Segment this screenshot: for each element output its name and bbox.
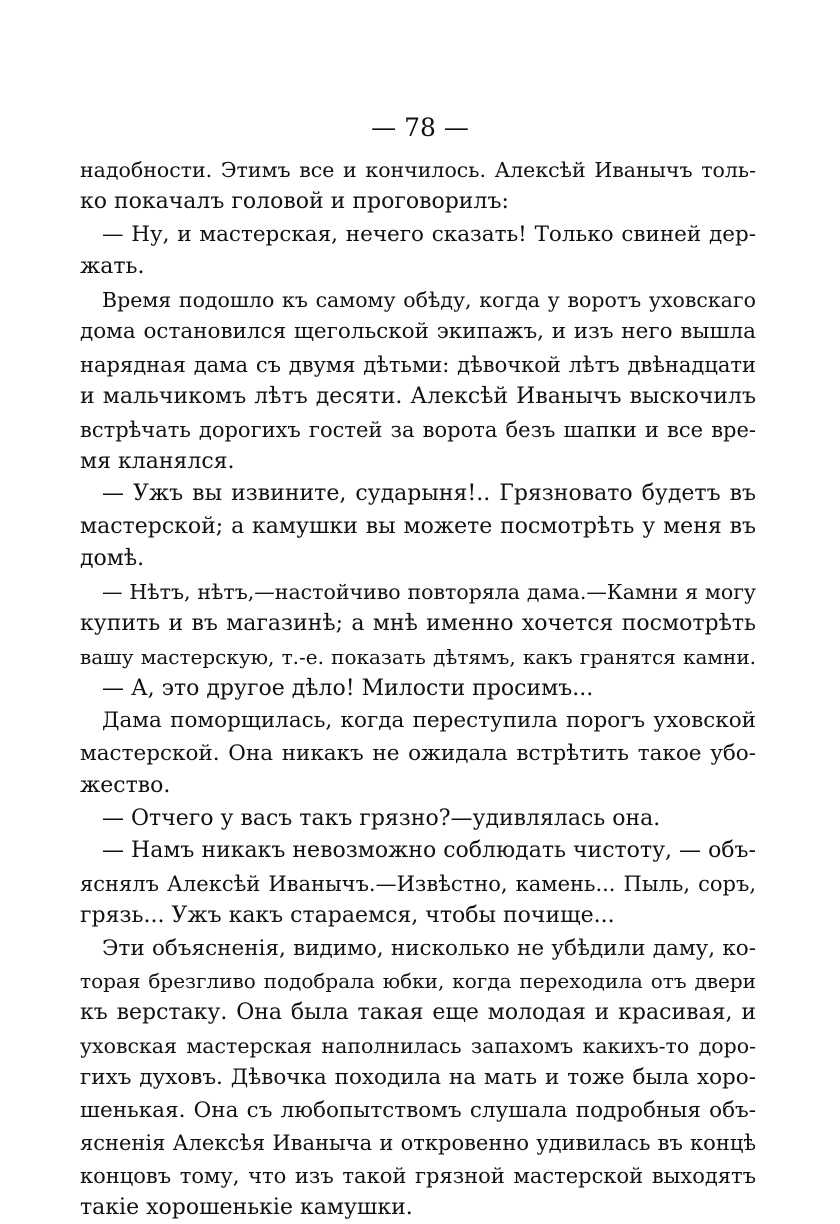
text-line: уховская мастерская наполнилась запахомъ какихъ-то доро-: [80, 1033, 756, 1058]
text-line: ясненія Алексѣя Иваныча и откровенно удивилась въ концѣ: [80, 1131, 756, 1156]
text-line: ко покачалъ головой и проговорилъ:: [80, 189, 509, 215]
text-line: дома остановился щегольской экипажъ, и изъ него вышла: [80, 319, 756, 345]
text-line: къ верстаку. Она была такая еще молодая и красивая, и: [80, 1000, 756, 1026]
text-line: — Отчего у васъ такъ грязно?—удивлялась она.: [102, 805, 661, 831]
text-line: и мальчикомъ лѣтъ десяти. Алексѣй Иванычъ выскочилъ: [80, 384, 756, 410]
text-line: — Ну, и мастерская, нечего сказать! Только свиней дер-: [102, 221, 756, 247]
text-line: грязь... Ужъ какъ стараемся, чтобы почище...: [80, 903, 615, 929]
text-line: мастерской. Она никакъ не ожидала встрѣтить такое убо-: [80, 740, 756, 766]
page-number: — 78 —: [371, 113, 469, 142]
text-line: Время подошло къ самому обѣду, когда у воротъ уховскаго: [102, 287, 756, 312]
text-line: концовъ тому, что изъ такой грязной мастерской выходятъ: [80, 1163, 756, 1188]
body-text: [80, 154, 756, 1224]
text-line: — А, это другое дѣло! Милости просимъ...: [102, 676, 594, 701]
text-line: встрѣчать дорогихъ гостей за ворота безъ шапки и все вре-: [80, 417, 756, 442]
text-line: купить и въ магазинѣ; а мнѣ именно хочется посмотрѣть: [80, 611, 756, 637]
text-line: мя кланялся.: [80, 448, 235, 474]
text-line: шенькая. Она съ любопытствомъ слушала подробныя объ-: [80, 1097, 756, 1123]
text-line: жество.: [80, 773, 171, 799]
text-line: яснялъ Алексѣй Иванычъ.—Извѣстно, камень... Пыль, соръ,: [80, 871, 756, 896]
text-line: гихъ духовъ. Дѣвочка походила на мать и тоже была хоро-: [80, 1065, 756, 1091]
text-line: домѣ.: [80, 546, 145, 572]
text-line: нарядная дама съ двумя дѣтьми: дѣвочкой лѣтъ двѣнадцати: [80, 352, 756, 377]
text-line: такіе хорошенькіе камушки.: [80, 1195, 413, 1220]
text-line: вашу мастерскую, т.-е. показать дѣтямъ, какъ гранятся камни.: [80, 644, 756, 669]
text-line: — Ужъ вы извините, сударыня!.. Грязновато будетъ въ: [102, 481, 756, 507]
text-line: надобности. Этимъ все и кончилось. Алексѣй Иванычъ толь-: [80, 158, 756, 182]
text-line: жать.: [80, 254, 145, 280]
text-line: мастерской; а камушки вы можете посмотрѣть у меня въ: [80, 513, 756, 539]
text-line: Эти объясненія, видимо, нисколько не убѣдили даму, ко-: [102, 935, 756, 961]
text-line: — Намъ никакъ невозможно соблюдать чистоту, — объ-: [102, 838, 756, 864]
text-line: торая брезгливо подобрала юбки, когда переходила отъ двери: [80, 968, 756, 993]
text-line: — Нѣтъ, нѣтъ,—настойчиво повторяла дама.—Камни я могу: [102, 579, 756, 604]
text-line: Дама поморщилась, когда переступила порогъ уховской: [102, 708, 756, 734]
